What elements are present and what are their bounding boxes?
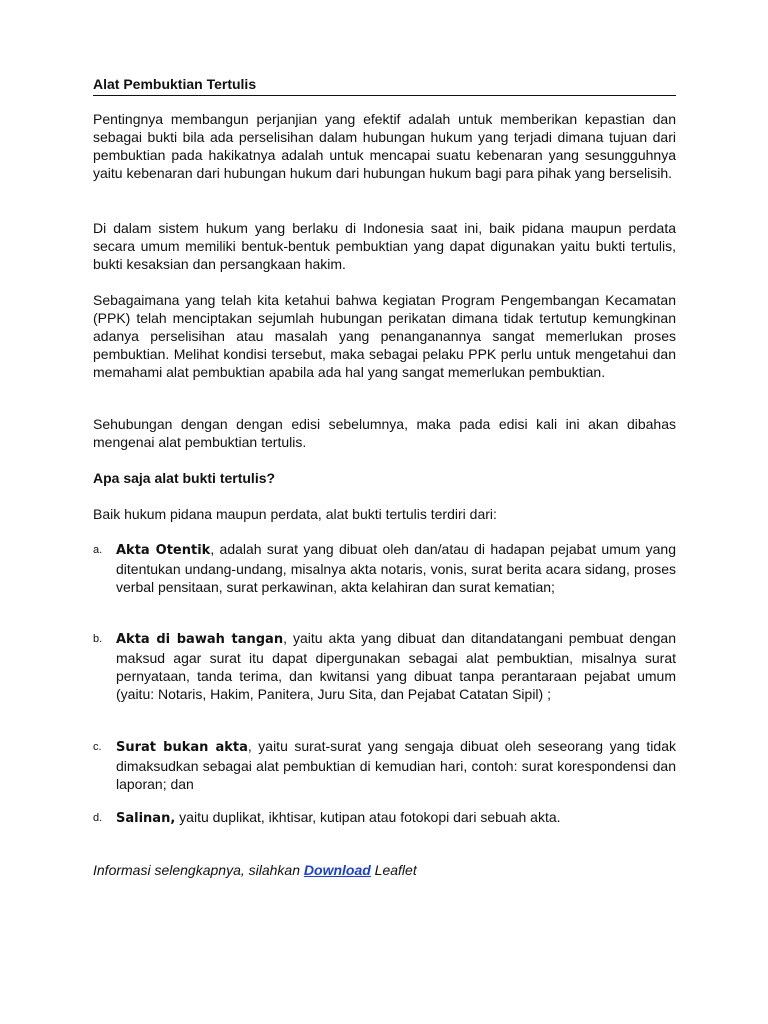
list-marker: d. — [93, 812, 103, 824]
footer-note — [93, 861, 676, 879]
list-marker: c. — [93, 741, 102, 753]
paragraph-1: Pentingnya membangun perjanjian yang efektif adalah untuk memberikan kepastian dan sebagai bukti bila ada perselisihan dalam hubungan hukum yang terjadi dimana tujuan dari pembuktian pada hakikatnya adalah untuk mencapai suatu kebenaran yang sesungguhnya yaitu kebenaran dari hubungan hukum dari hubungan hukum bagi para pihak yang berselisih. — [93, 111, 676, 181]
list-marker: a. — [93, 544, 103, 556]
item-description: , yaitu akta yang dibuat dan ditandatangani pembuat dengan maksud agar surat itu dapat dipergunakan sebagai alat pembuktian, misalnya surat pernyataan, tanda terima, dan kwitansi yang dibuat tanpa perantaraan pejabat umum (yaitu: Notaris, Hakim, Panitera, Juru Sita, dan Pejabat Catatan Sipil) ; — [116, 630, 676, 702]
item-description: yaitu duplikat, ikhtisar, kutipan atau fotokopi dari sebuah akta. — [175, 809, 561, 825]
footer-prefix: Informasi selengkapnya, silahkan — [93, 862, 304, 878]
list-item-text — [116, 808, 676, 828]
paragraph-4: Sehubungan dengan dengan edisi sebelumnya, maka pada edisi kali ini akan dibahas mengenai alat pembuktian tertulis. — [93, 416, 676, 450]
footer-suffix: Leaflet — [370, 862, 417, 878]
item-term: Surat bukan akta — [116, 740, 248, 755]
paragraph-2: Di dalam sistem hukum yang berlaku di Indonesia saat ini, baik pidana maupun perdata secara umum memiliki bentuk-bentuk pembuktian yang dapat digunakan yaitu bukti tertulis, bukti kesaksian dan persangkaan hakim. — [93, 220, 676, 272]
item-term: Akta di bawah tangan — [116, 632, 284, 647]
item-description: , yaitu surat-surat yang sengaja dibuat oleh seseorang yang tidak dimaksudkan sebagai alat pembuktian di kemudian hari, contoh: surat korespondensi dan laporan; dan — [116, 738, 676, 792]
paragraph-3: Sebagaimana yang telah kita ketahui bahwa kegiatan Program Pengembangan Kecamatan (PPK) telah menciptakan sejumlah hubungan perikatan dimana tidak tertutup kemungkinan adanya perselisihan atau masalah yang penanganannya sangat memerlukan proses pembuktian. Melihat kondisi tersebut, maka sebagai pelaku PPK perlu untuk mengetahui dan memahami alat pembuktian apabila ada hal yang sangat memerlukan pembuktian. — [93, 292, 676, 380]
item-description: , adalah surat yang dibuat oleh dan/atau di hadapan pejabat umum yang ditentukan undang-undang, misalnya akta notaris, vonis, surat berita acara sidang, proses verbal pensitaan, surat perkawinan, akta kelahiran dan surat kematian; — [116, 541, 676, 595]
page-title: Alat Pembuktian Tertulis — [93, 76, 676, 96]
list-intro: Baik hukum pidana maupun perdata, alat bukti tertulis terdiri dari: — [93, 506, 497, 522]
item-term: Salinan, — [116, 811, 176, 826]
download-link[interactable]: Download — [303, 862, 371, 878]
list-marker: b. — [93, 633, 103, 645]
item-term: Akta Otentik — [116, 543, 211, 558]
list-item-text — [116, 629, 676, 703]
list-item-text — [116, 737, 676, 793]
list-item-text — [116, 540, 676, 596]
section-heading: Apa saja alat bukti tertulis? — [93, 470, 276, 486]
